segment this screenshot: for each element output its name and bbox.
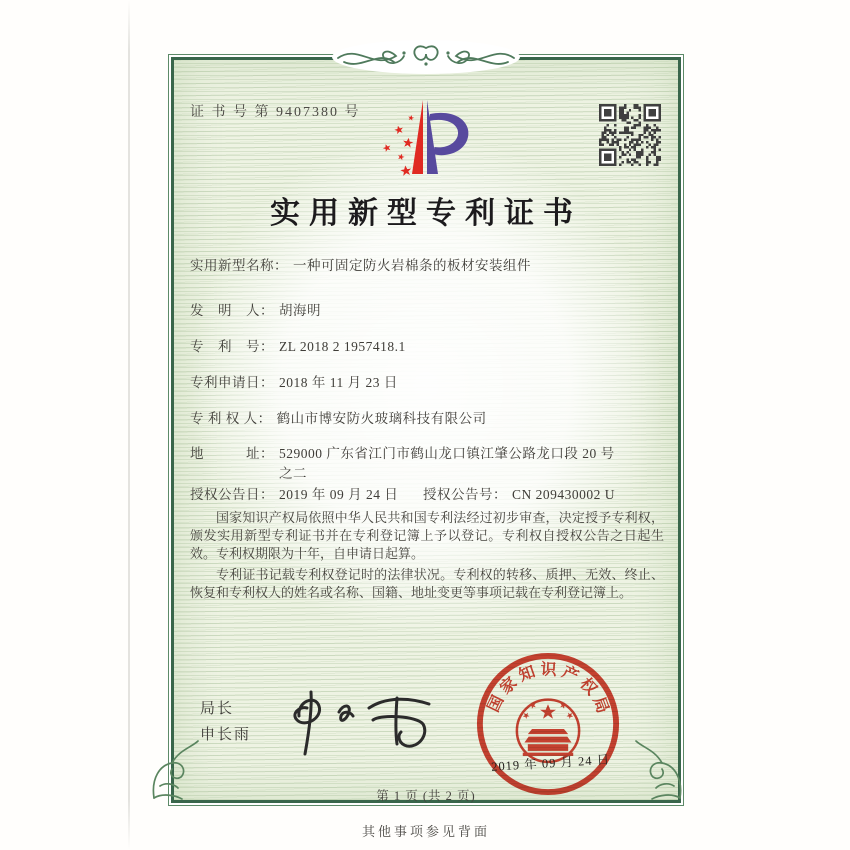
- filing-date-label: 专利申请日：: [190, 375, 274, 390]
- seal-national-emblem: [521, 701, 574, 756]
- top-border-flourish-ornament: [334, 40, 518, 76]
- grant-number-value: CN 209430002 U: [512, 487, 616, 502]
- certificate-number: 证 书 号 第 9407380 号: [190, 105, 361, 120]
- address-label: 地 址：: [190, 446, 274, 461]
- inventor-label: 发 明 人：: [190, 303, 274, 318]
- field-row-type-name: [190, 256, 670, 276]
- patent-number-label: 专 利 号：: [190, 339, 274, 354]
- grant-number-label: 授权公告号：: [423, 487, 507, 502]
- director-title: 局长: [200, 701, 235, 717]
- cnipa-logo: [378, 96, 472, 178]
- director-name: 申长雨: [200, 727, 252, 743]
- inventor-value: 胡海明: [279, 303, 321, 318]
- filing-date-value: 2018 年 11 月 23 日: [279, 375, 398, 390]
- director-signature: [268, 686, 440, 756]
- page-number: 第 1 页 (共 2 页): [376, 789, 476, 803]
- legal-text: [190, 509, 664, 605]
- field-row-patent-number: [190, 337, 670, 357]
- field-row-address: [190, 444, 670, 485]
- seal-date: 2019 年 09 月 24 日: [490, 752, 611, 774]
- qr-code: [599, 104, 661, 166]
- field-row-grant-date: [190, 485, 420, 505]
- page-edge-scan-artifact: [128, 0, 130, 850]
- back-note: 其他事项参见背面: [361, 824, 490, 839]
- legal-paragraph-1: 国家知识产权局依照中华人民共和国专利法经过初步审查，决定授予专利权，颁发实用新型专利证书并在专利登记簿上予以登记。专利权自授权公告之日起生效。专利权期限为十年，自申请日起算。: [190, 510, 664, 561]
- cnipa-official-seal: [474, 650, 622, 798]
- type-name-label: 实用新型名称：: [190, 258, 288, 273]
- field-row-inventor: [190, 301, 670, 321]
- director-block: [200, 696, 251, 748]
- grant-date-value: 2019 年 09 月 24 日: [279, 487, 399, 502]
- patentee-value: 鹤山市博安防火玻璃科技有限公司: [276, 411, 487, 426]
- field-row-grant-number: [423, 485, 670, 505]
- patent-number-value: ZL 2018 2 1957418.1: [279, 339, 406, 354]
- address-value: 529000 广东省江门市鹤山龙口镇江肇公路龙口段 20 号之二: [279, 446, 615, 482]
- type-name-value: 一种可固定防火岩棉条的板材安装组件: [293, 258, 531, 273]
- seal-text: 国家知识产权局: [485, 661, 613, 720]
- certificate-title: 实用新型专利证书: [270, 197, 582, 230]
- legal-paragraph-2: 专利证书记载专利权登记时的法律状况。专利权的转移、质押、无效、终止、恢复和专利权人的姓名或名称、国籍、地址变更等事项记载在专利登记簿上。: [190, 567, 664, 600]
- patentee-label: 专 利 权 人：: [190, 411, 272, 426]
- grant-date-label: 授权公告日：: [190, 487, 274, 502]
- field-row-patentee: [190, 409, 670, 429]
- field-row-filing-date: [190, 373, 670, 393]
